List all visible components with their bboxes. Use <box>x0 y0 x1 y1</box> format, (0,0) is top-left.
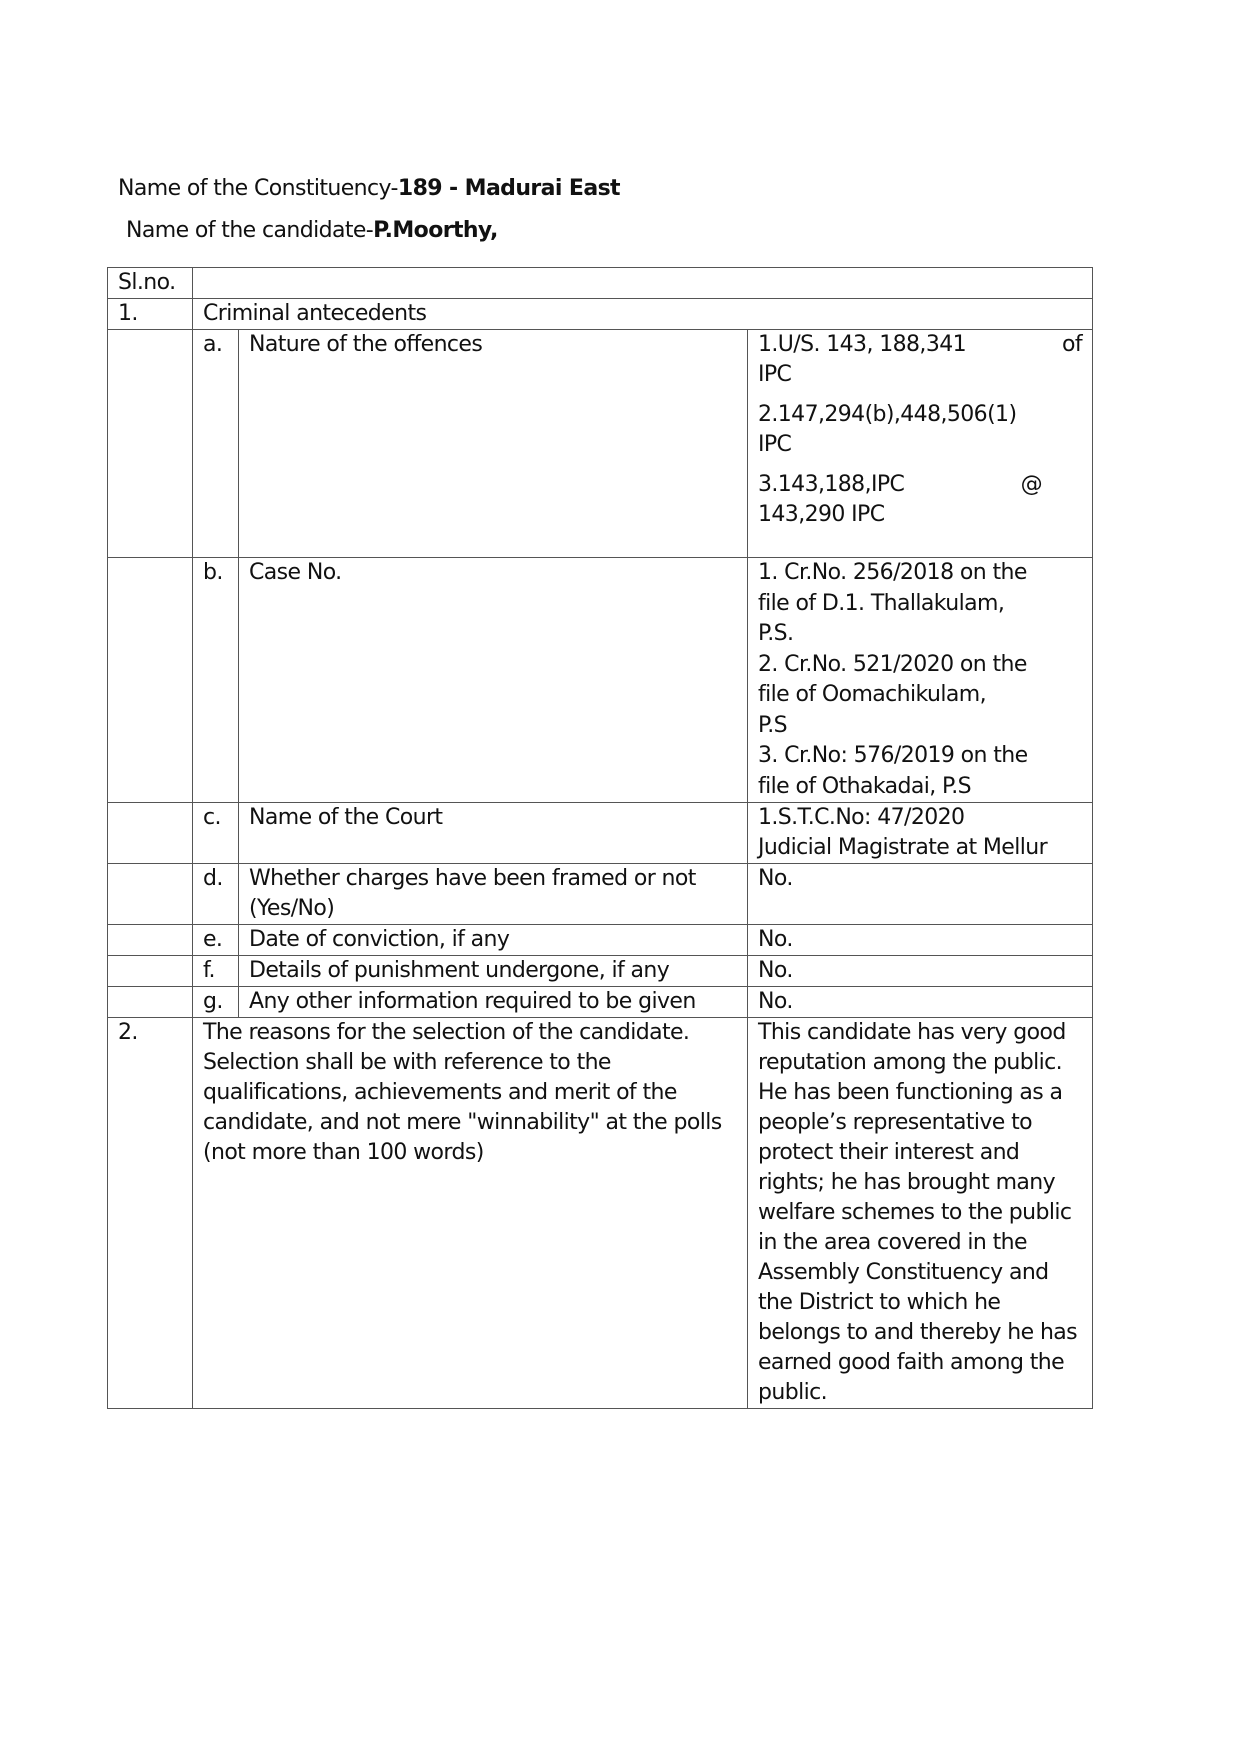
row-value: No. <box>748 925 1093 956</box>
section-number: 1. <box>108 299 193 330</box>
row-label: Name of the Court <box>239 803 748 864</box>
row-letter: e. <box>193 925 239 956</box>
offence-item: 3.143,188,IPC @ 143,290 IPC <box>758 472 1042 527</box>
offence-item: 1.U/S. 143, 188,341 of IPC <box>758 332 1082 387</box>
row-value: No. <box>748 956 1093 987</box>
row-label: Any other information required to be given <box>239 987 748 1018</box>
table-row <box>108 803 1093 864</box>
selection-reason-label: The reasons for the selection of the candidate. Selection shall be with reference to the qualifications, achievements and merit of the candidate, and not mere "winnability" at the polls (not more than 100 words) <box>193 1018 748 1409</box>
table-row <box>108 956 1093 987</box>
section-title: Criminal antecedents <box>193 299 1093 330</box>
row-letter: f. <box>193 956 239 987</box>
row-value: 1. Cr.No. 256/2018 on the file of D.1. Thallakulam, P.S. 2. Cr.No. 521/2020 on the file of Oomachikulam, P.S 3. Cr.No: 576/2019 on the file of Othakadai, P.S <box>748 558 1093 803</box>
section-2-row <box>108 1018 1093 1409</box>
header-blank-cell <box>193 268 1093 299</box>
row-letter: g. <box>193 987 239 1018</box>
row-label: Case No. <box>239 558 748 803</box>
constituency-value: 189 - Madurai East <box>397 176 620 201</box>
table-row <box>108 558 1093 803</box>
row-letter: d. <box>193 864 239 925</box>
table-row <box>108 925 1093 956</box>
offence-item: 2.147,294(b),448,506(1) IPC <box>758 402 1017 457</box>
row-letter: a. <box>193 330 239 558</box>
row-label: Date of conviction, if any <box>239 925 748 956</box>
slno-header: Sl.no. <box>108 268 193 299</box>
row-value: 1.S.T.C.No: 47/2020 Judicial Magistrate at Mellur <box>748 803 1093 864</box>
section-1-row <box>108 299 1093 330</box>
constituency-label: Name of the Constituency- <box>118 176 398 201</box>
candidate-label: Name of the candidate- <box>126 218 374 243</box>
section-number: 2. <box>108 1018 193 1409</box>
row-label: Nature of the offences <box>239 330 748 558</box>
candidate-line <box>126 218 498 243</box>
candidate-name: P.Moorthy, <box>373 218 498 243</box>
constituency-line <box>118 176 620 201</box>
row-value: No. <box>748 987 1093 1018</box>
row-letter: c. <box>193 803 239 864</box>
table-row <box>108 864 1093 925</box>
disclosure-table <box>107 267 1093 1409</box>
row-letter: b. <box>193 558 239 803</box>
table-row <box>108 330 1093 558</box>
row-label: Details of punishment undergone, if any <box>239 956 748 987</box>
row-value <box>748 330 1093 558</box>
row-value: No. <box>748 864 1093 925</box>
selection-reason-value: This candidate has very good reputation among the public. He has been functioning as a people’s representative to protect their interest and rights; he has brought many welfare schemes to the public in the area covered in the Assembly Constituency and the District to which he belongs to and thereby he has earned good faith among the public. <box>748 1018 1093 1409</box>
table-row <box>108 987 1093 1018</box>
table-header-row <box>108 268 1093 299</box>
row-label: Whether charges have been framed or not (Yes/No) <box>239 864 748 925</box>
